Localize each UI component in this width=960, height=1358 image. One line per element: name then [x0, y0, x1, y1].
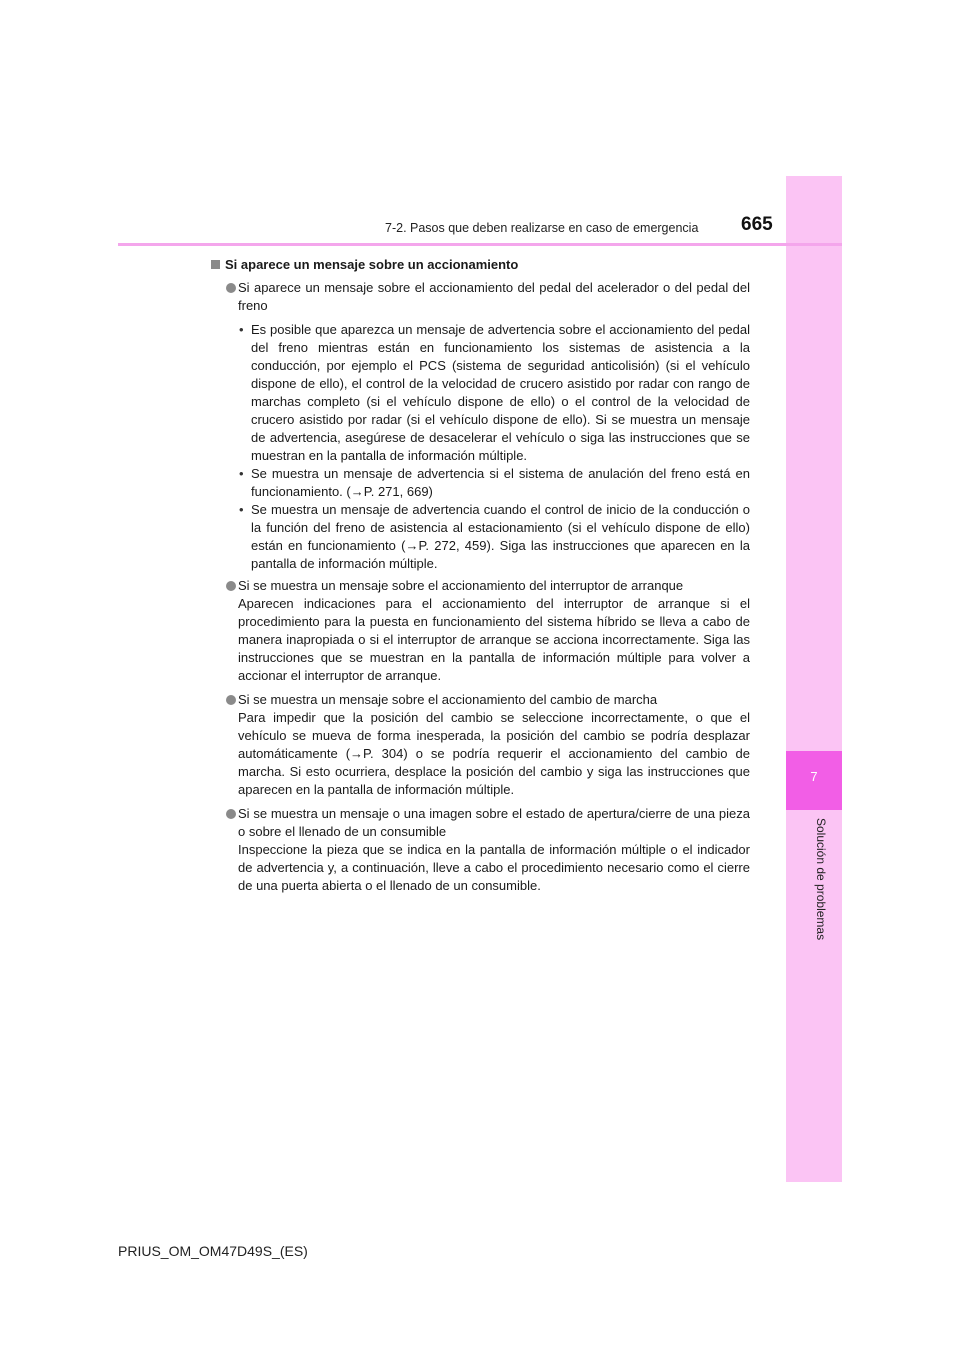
section-heading	[210, 256, 750, 274]
circle-bullet-icon	[226, 809, 236, 819]
sub-item-text: Es posible que aparezca un mensaje de advertencia sobre el accionamiento del pedal del freno mientras están en funcionamiento los sistemas de asistencia a la conducción, por ejemplo el PCS (sistema de seguridad anticolisión) (si el vehículo dispone de ello), el control de la velocidad de crucero asistido por radar con rango de marchas completo (si el vehículo dispone de ello) o el control de la velocidad de crucero asistido por radar (si el vehículo dispone de ello). Si se muestra un mensaje de advertencia, asegúrese de desacelerar el vehículo o siga las instrucciones que se muestran en la pantalla de información múltiple.	[251, 322, 750, 463]
page-number: 665	[741, 214, 773, 235]
square-bullet-icon	[211, 260, 220, 269]
section-title: 7-2. Pasos que deben realizarse en caso de emergencia	[385, 221, 699, 235]
chapter-title: Solución de problemas	[814, 818, 828, 941]
bullet-title: Si se muestra un mensaje sobre el accionamiento del interruptor de arranque	[238, 578, 684, 593]
bullet-item-start-switch	[210, 577, 750, 685]
sub-item	[210, 465, 750, 501]
bullet-body: Aparecen indicaciones para el accionamiento del interruptor de arranque si el procedimiento para la puesta en funcionamiento del sistema híbrido se lleva a cabo de manera inapropiada o si el interruptor de arranque se acciona incorrectamente. Siga las instrucciones que se muestran en la pantalla de información múltiple para volver a accionar el interruptor de arranque.	[238, 596, 750, 683]
circle-bullet-icon	[226, 695, 236, 705]
sub-list	[210, 321, 750, 573]
bullet-item-pedal	[210, 279, 750, 315]
sub-item-text: Se muestra un mensaje de advertencia si el sistema de anulación del freno está en funcionamiento. (→P. 271, 669)	[251, 466, 750, 499]
bullet-item-open-close	[210, 805, 750, 895]
dot-bullet-icon: •	[239, 502, 244, 517]
circle-bullet-icon	[226, 581, 236, 591]
sub-item	[210, 321, 750, 465]
circle-bullet-icon	[226, 283, 236, 293]
header-rule	[118, 243, 842, 246]
bullet-body: Para impedir que la posición del cambio se seleccione incorrectamente, o que el vehículo se mueva de forma inesperada, la posición del cambio se podría desplazar automáticamente (→P. 304) o se podría requerir el accionamiento del cambio de marcha. Si esto ocurriera, desplace la posición del cambio y siga las instrucciones que aparecen en la pantalla de información múltiple.	[238, 710, 750, 797]
bullet-body: Inspeccione la pieza que se indica en la pantalla de información múltiple o el indicador de advertencia y, a continuación, lleve a cabo el procedimiento necesario como el cierre de una puerta abierta o el llenado de un consumible.	[238, 842, 750, 893]
bullet-item-shift	[210, 691, 750, 799]
document-code: PRIUS_OM_OM47D49S_(ES)	[118, 1243, 308, 1259]
sub-item-text: Se muestra un mensaje de advertencia cuando el control de inicio de la conducción o la función del freno de asistencia al estacionamiento (si el vehículo dispone de ello) están en funcionamiento (→P. 272, 459). Siga las instrucciones que aparecen en la pantalla de información múltiple.	[251, 502, 750, 571]
chapter-number: 7	[810, 769, 818, 784]
sub-item	[210, 501, 750, 573]
page-content	[210, 256, 750, 901]
bullet-title: Si se muestra un mensaje o una imagen sobre el estado de apertura/cierre de una pieza o sobre el llenado de un consumible	[238, 806, 750, 839]
bullet-text: Si aparece un mensaje sobre el accionamiento del pedal del acelerador o del pedal del freno	[238, 280, 750, 313]
dot-bullet-icon: •	[239, 322, 244, 337]
bullet-title: Si se muestra un mensaje sobre el accionamiento del cambio de marcha	[238, 692, 658, 707]
section-heading-text: Si aparece un mensaje sobre un accionamiento	[225, 257, 519, 272]
chapter-side-tab	[786, 176, 842, 1182]
dot-bullet-icon: •	[239, 466, 244, 481]
